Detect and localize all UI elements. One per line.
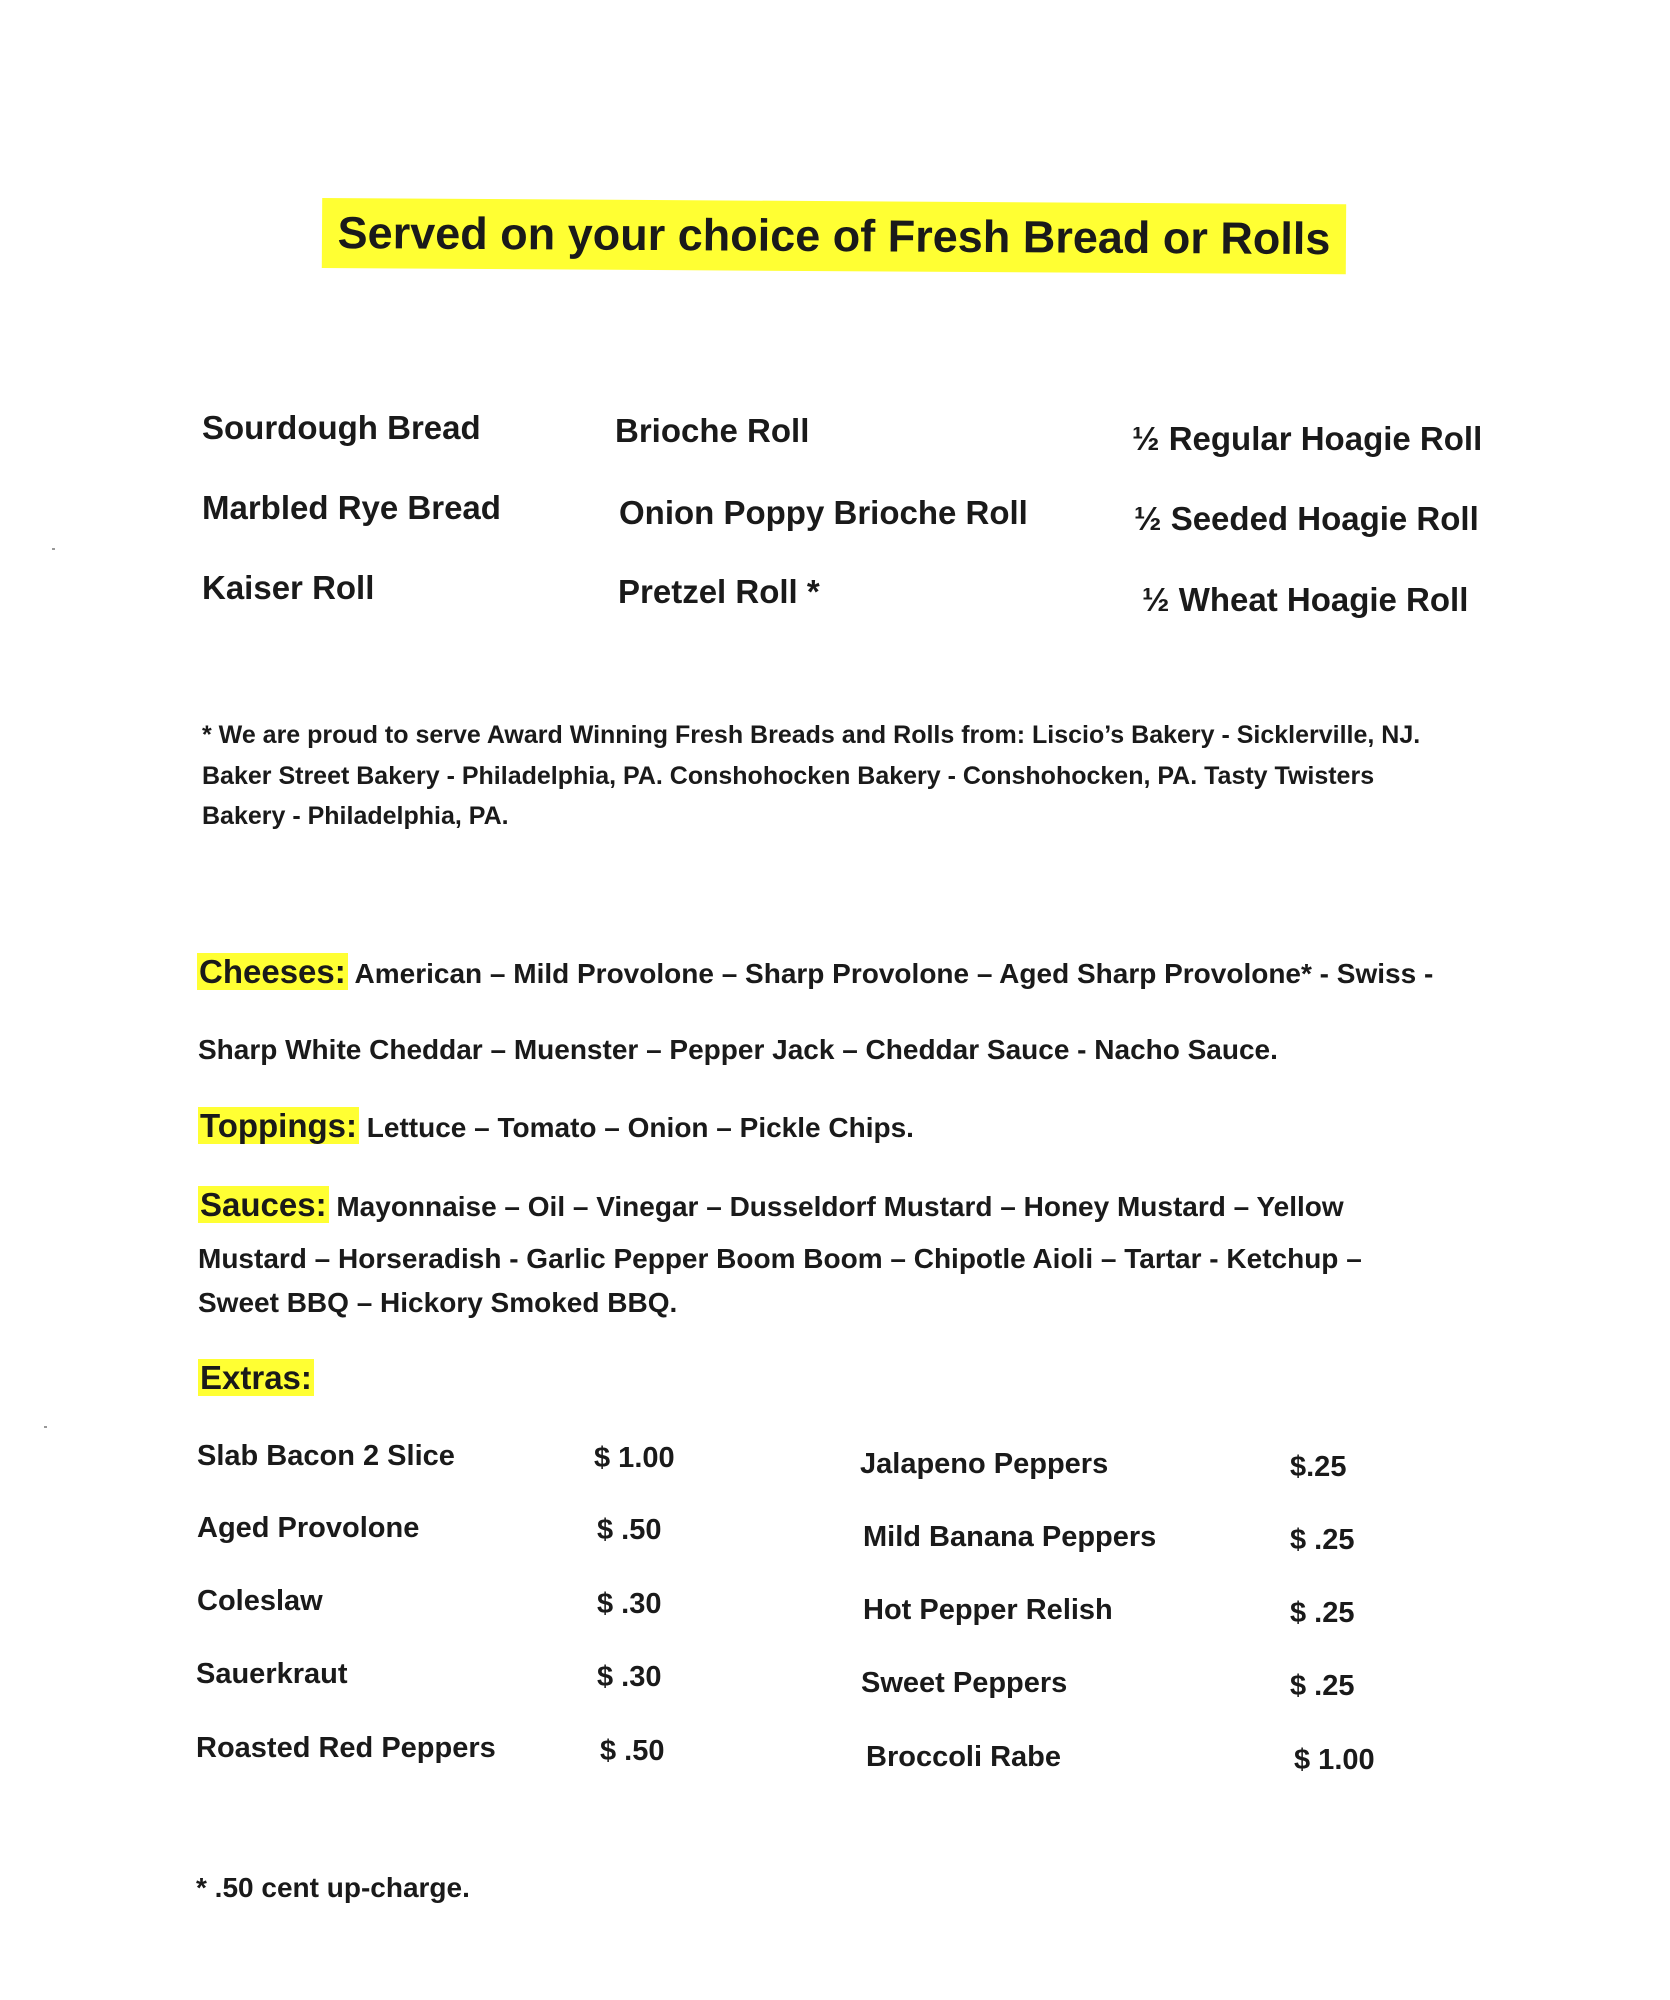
extra-item-price: $ .30 [597, 1661, 662, 1693]
toppings-label: Toppings: [200, 1107, 358, 1144]
bread-item: ½ Seeded Hoagie Roll [1134, 500, 1479, 537]
bread-item: ½ Regular Hoagie Roll [1132, 420, 1483, 457]
sauces-list-continued: Sweet BBQ – Hickory Smoked BBQ. [198, 1287, 678, 1318]
extra-item-price: $ .25 [1290, 1670, 1355, 1702]
scan-speck [52, 548, 55, 550]
sauces-line [198, 1183, 1344, 1229]
extra-item-price: $ .25 [1290, 1597, 1355, 1629]
extra-item-price: $ .50 [597, 1514, 662, 1546]
extra-item-name: Aged Provolone [197, 1512, 420, 1544]
extra-item-name: Hot Pepper Relish [863, 1594, 1113, 1626]
scan-speck [44, 1426, 47, 1428]
bakery-note-line: Bakery - Philadelphia, PA. [202, 802, 509, 830]
bread-item: Brioche Roll [615, 412, 810, 449]
page-title: Served on your choice of Fresh Bread or Rolls [322, 198, 1346, 274]
upcharge-footnote: * .50 cent up-charge. [196, 1872, 470, 1903]
bakery-note-line: * We are proud to serve Award Winning Fresh Breads and Rolls from: Liscio’s Bakery - Sicklerville, NJ. [202, 721, 1421, 749]
extras-label: Extras: [200, 1359, 312, 1396]
bread-item: Sourdough Bread [202, 409, 481, 446]
bakery-note-line: Baker Street Bakery - Philadelphia, PA. Conshohocken Bakery - Conshohocken, PA. Tasty Twisters [202, 762, 1375, 790]
bread-item: Marbled Rye Bread [202, 489, 501, 526]
cheeses-list-continued: Sharp White Cheddar – Muenster – Pepper Jack – Cheddar Sauce - Nacho Sauce. [198, 1034, 1278, 1065]
extra-item-name: Roasted Red Peppers [196, 1732, 496, 1764]
extra-item-price: $ .30 [597, 1588, 662, 1620]
cheeses-list: American – Mild Provolone – Sharp Provolone – Aged Sharp Provolone* - Swiss - [354, 958, 1434, 989]
extras-line [198, 1356, 314, 1402]
bread-item: Pretzel Roll * [618, 573, 820, 610]
extra-item-price: $ 1.00 [1294, 1744, 1375, 1776]
sauces-list: Mayonnaise – Oil – Vinegar – Dusseldorf Mustard – Honey Mustard – Yellow [336, 1191, 1344, 1222]
sauces-label: Sauces: [200, 1186, 327, 1223]
toppings-line [198, 1104, 914, 1150]
extra-item-price: $ 1.00 [594, 1442, 675, 1474]
cheeses-line [197, 950, 1433, 996]
toppings-list: Lettuce – Tomato – Onion – Pickle Chips. [366, 1112, 914, 1143]
sauces-list-continued: Mustard – Horseradish - Garlic Pepper Boom Boom – Chipotle Aioli – Tartar - Ketchup – [198, 1243, 1362, 1274]
bread-item: Onion Poppy Brioche Roll [619, 494, 1028, 531]
extra-item-name: Slab Bacon 2 Slice [197, 1440, 455, 1472]
extra-item-name: Jalapeno Peppers [860, 1448, 1109, 1480]
extra-item-name: Broccoli Rabe [866, 1741, 1061, 1773]
extra-item-name: Mild Banana Peppers [863, 1521, 1157, 1553]
extra-item-price: $ .50 [600, 1735, 665, 1767]
cheeses-label: Cheeses: [199, 953, 346, 990]
extra-item-name: Coleslaw [197, 1585, 323, 1617]
bread-item: Kaiser Roll [202, 569, 375, 606]
extra-item-price: $.25 [1290, 1451, 1347, 1483]
bread-item: ½ Wheat Hoagie Roll [1142, 581, 1469, 618]
extra-item-price: $ .25 [1290, 1524, 1355, 1556]
extra-item-name: Sweet Peppers [861, 1667, 1068, 1699]
extra-item-name: Sauerkraut [196, 1658, 348, 1690]
